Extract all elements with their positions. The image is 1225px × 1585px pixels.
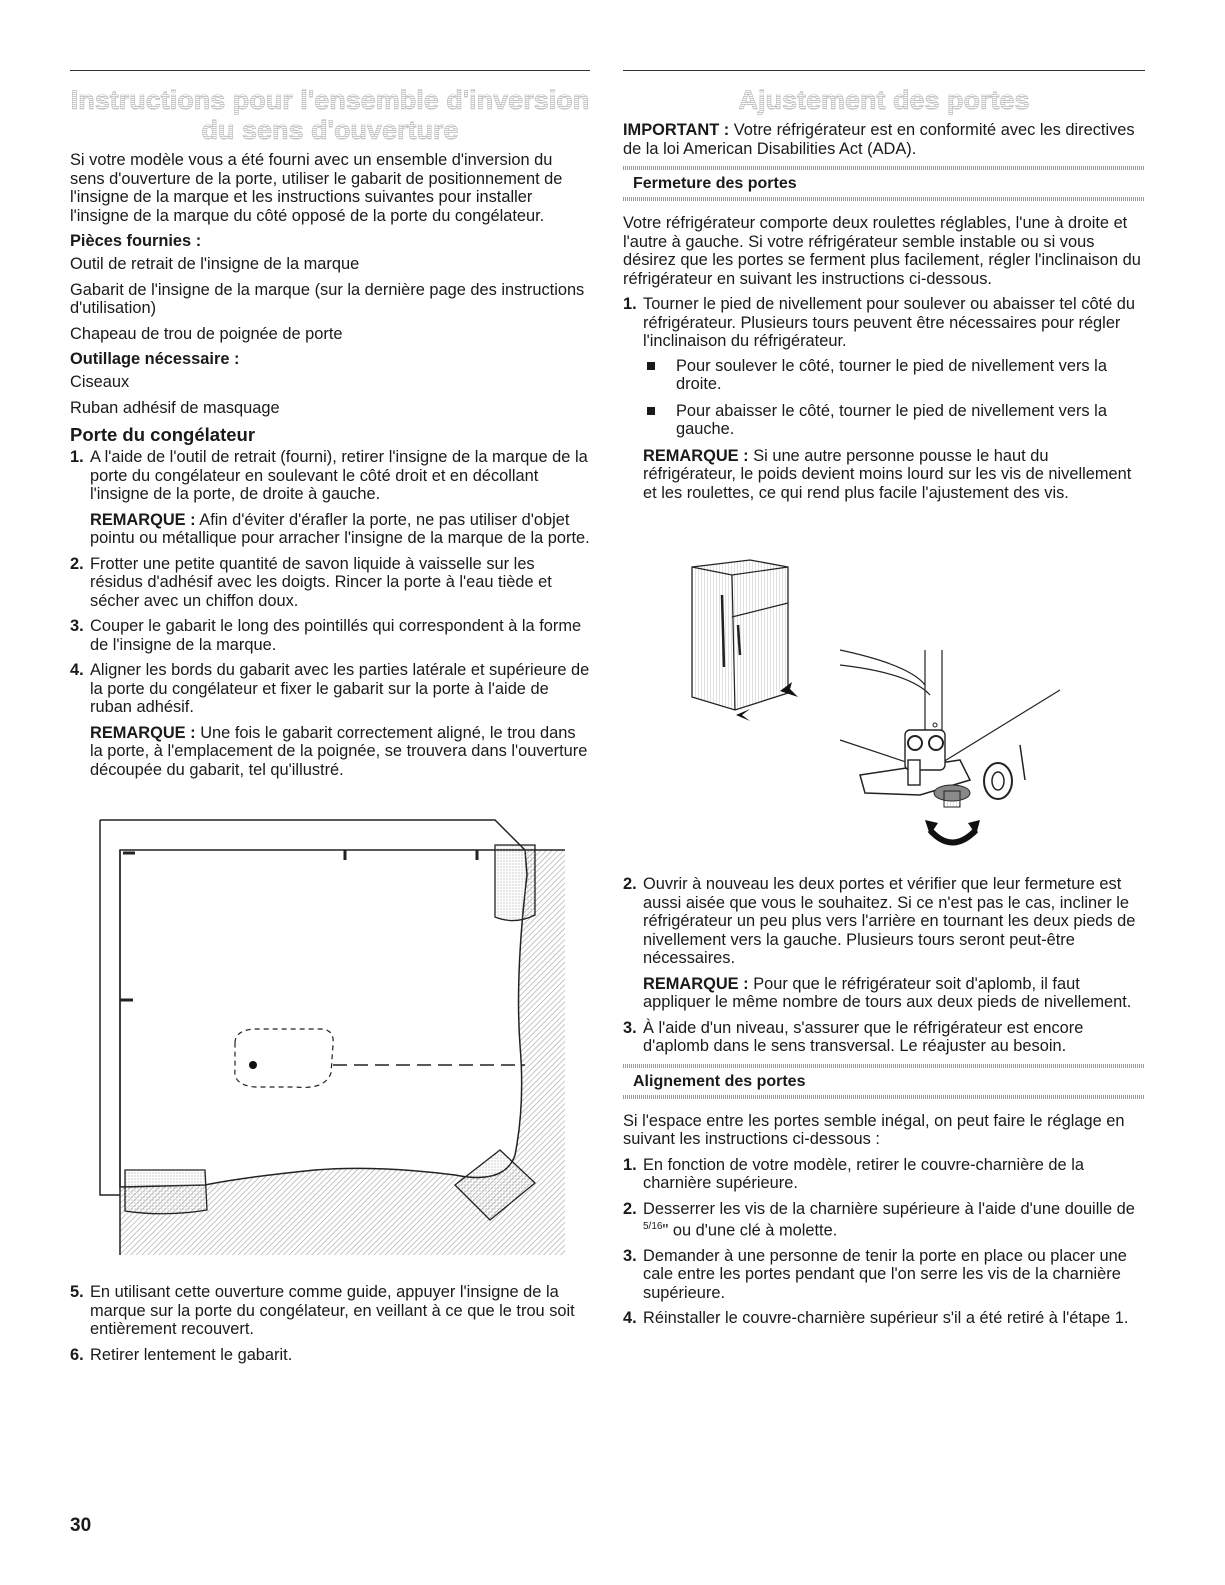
step-number: 2. xyxy=(623,1199,637,1218)
heading-band xyxy=(623,166,1145,170)
important-paragraph xyxy=(623,121,1145,158)
left-column xyxy=(70,70,590,786)
step-item xyxy=(623,1309,1145,1328)
step-text: Réinstaller le couvre-charnière supérieur s'il a été retiré à l'étape 1. xyxy=(643,1309,1129,1328)
step-note xyxy=(643,447,1145,503)
leveling-leg-illustration xyxy=(680,555,1080,865)
heading-band xyxy=(623,1095,1145,1099)
step-text: Aligner les bords du gabarit avec les parties latérale et supérieure de la porte du congélateur et fixer le gabarit sur la porte à l'aide de ruban adhésif. xyxy=(90,661,590,716)
tools-heading: Outillage nécessaire : xyxy=(70,350,240,368)
note-label: REMARQUE : xyxy=(90,723,196,742)
step-text: A l'aide de l'outil de retrait (fourni), retirer l'insigne de la marque de la porte du congélateur en soulevant le côté droit et en décollant l'insigne de la porte, de droite à gauche. xyxy=(90,448,588,503)
intro-paragraph: Si votre modèle vous a été fourni avec un ensemble d'inversion du sens d'ouverture de la porte, utiliser le gabarit de positionnement de l'insigne de la marque et les instructions suivantes pour installer l'insigne de la marque du côté opposé de la porte du congélateur. xyxy=(70,151,563,225)
section-title-adjustment: Ajustement des portes xyxy=(623,85,1145,115)
step-text: Demander à une personne de tenir la porte en place ou placer une cale entre les portes pendant que l'on serre les vis de la charnière supérieure. xyxy=(643,1246,1127,1302)
step-item xyxy=(623,1200,1145,1240)
step-number: 1. xyxy=(70,448,84,466)
bullet-text: Pour abaisser le côté, tourner le pied de nivellement vers la gauche. xyxy=(676,401,1107,438)
note-label: REMARQUE : xyxy=(90,510,196,529)
steps-list xyxy=(623,295,1145,502)
step-text: Couper le gabarit le long des pointillés qui correspondent à la forme de l'insigne de la marque. xyxy=(90,617,582,654)
step-number: 2. xyxy=(623,875,637,893)
section-title-reversal: Instructions pour l'ensemble d'inversion du sens d'ouverture xyxy=(70,85,590,145)
heading-band xyxy=(623,1064,1145,1068)
step-text: Frotter une petite quantité de savon liquide à vaisselle sur les résidus d'adhésif avec les doigts. Rincer la porte à l'eau tiède et sécher avec un chiffon doux. xyxy=(90,554,552,610)
bullet-square-icon xyxy=(647,407,655,415)
bullet-square-icon xyxy=(647,362,655,370)
note-text: Si une autre personne pousse le haut du réfrigérateur, le poids devient moins lourd sur les vis de nivellement et les roulettes, ce qui rend plus facile l'ajustement des vis. xyxy=(643,446,1132,502)
closing-intro: Votre réfrigérateur comporte deux roulettes réglables, l'une à droite et l'autre à gauche. Si votre réfrigérateur semble instable ou si vous désirez que les portes se ferment plus facilement, régler l'inclinaison du réfrigérateur en suivant les instructions ci-dessous. xyxy=(623,214,1141,288)
right-lower xyxy=(623,875,1145,1335)
align-heading: Alignement des portes xyxy=(633,1072,806,1090)
part-item: Gabarit de l'insigne de la marque (sur la dernière page des instructions d'utilisation) xyxy=(70,280,585,317)
note-text: Afin d'éviter d'érafler la porte, ne pas utiliser d'objet pointu ou métallique pour arracher l'insigne de la marque de la porte. xyxy=(90,510,590,547)
step-number: 4. xyxy=(70,661,84,679)
step-number: 3. xyxy=(70,617,84,635)
step-text: Desserrer les vis de la charnière supérieure à l'aide d'une douille de xyxy=(643,1199,1135,1218)
step-item xyxy=(70,1283,590,1339)
note-text: Une fois le gabarit correctement aligné, le trou dans la porte, à l'emplacement de la poignée, se trouvera dans l'ouverture découpée du gabarit, tel qu'illustré. xyxy=(90,723,588,779)
steps-list xyxy=(70,1283,590,1364)
step-text: En utilisant cette ouverture comme guide, appuyer l'insigne de la marque sur la porte du congélateur, en veillant à ce que le trou soit entièrement recouvert. xyxy=(90,1283,575,1338)
badge-template-illustration xyxy=(95,815,575,1275)
step-text: En fonction de votre modèle, retirer le couvre-charnière de la charnière supérieure. xyxy=(643,1155,1084,1192)
bullet-list xyxy=(643,357,1145,439)
step-text: " ou d'une clé à molette. xyxy=(662,1221,838,1240)
step-number: 4. xyxy=(623,1309,637,1328)
step-item xyxy=(623,1156,1145,1193)
step-note xyxy=(90,511,590,548)
bullet-item xyxy=(643,402,1145,439)
steps-list xyxy=(70,448,590,779)
note-text: Pour que le réfrigérateur soit d'aplomb, il faut appliquer le même nombre de tours aux deux pieds de nivellement. xyxy=(643,974,1132,1011)
important-label: IMPORTANT : xyxy=(623,121,730,139)
step-number: 3. xyxy=(623,1246,637,1265)
bullet-text: Pour soulever le côté, tourner le pied de nivellement vers la droite. xyxy=(676,356,1107,393)
step-number: 3. xyxy=(623,1018,637,1037)
step-item xyxy=(623,1247,1145,1303)
part-item: Outil de retrait de l'insigne de la marque xyxy=(70,255,360,273)
step-number: 1. xyxy=(623,1155,637,1174)
align-intro: Si l'espace entre les portes semble inégal, on peut faire le réglage en suivant les instructions ci-dessous : xyxy=(623,1111,1125,1148)
step-item xyxy=(70,555,590,611)
step-item xyxy=(70,448,590,548)
top-rule xyxy=(70,70,590,71)
note-label: REMARQUE : xyxy=(643,974,749,993)
step-item xyxy=(623,295,1145,502)
step-item xyxy=(623,875,1145,1012)
steps-list xyxy=(623,875,1145,1056)
step-text: À l'aide d'un niveau, s'assurer que le réfrigérateur est encore d'aplomb dans le sens transversal. Le réajuster au besoin. xyxy=(643,1018,1084,1055)
step-note xyxy=(90,724,590,780)
step-number: 1. xyxy=(623,295,637,313)
step-text: Tourner le pied de nivellement pour soulever ou abaisser tel côté du réfrigérateur. Plusieurs tours peuvent être nécessaires pour régler l'inclinaison du réfrigérateur. xyxy=(643,295,1136,350)
step-item xyxy=(70,617,590,654)
note-label: REMARQUE : xyxy=(643,446,749,465)
step-number: 2. xyxy=(70,554,84,573)
right-column xyxy=(623,70,1145,509)
fraction: 5/16 xyxy=(643,1221,663,1232)
step-text: Ouvrir à nouveau les deux portes et vérifier que leur fermeture est aussi aisée que vous le souhaitez. Si ce n'est pas le cas, incliner le réfrigérateur un peu plus vers l'arrière en tournant les deux pieds de nivellement vers la gauche. Plusieurs tours seront peut-être nécessaires. xyxy=(643,875,1136,967)
step-number: 5. xyxy=(70,1283,84,1301)
step-item xyxy=(623,1019,1145,1056)
tool-item: Ruban adhésif de masquage xyxy=(70,398,280,417)
left-steps-after xyxy=(70,1283,590,1371)
step-number: 6. xyxy=(70,1345,84,1364)
closing-heading: Fermeture des portes xyxy=(633,175,797,192)
top-rule xyxy=(623,70,1145,71)
tool-item: Ciseaux xyxy=(70,373,130,391)
step-item xyxy=(70,1346,590,1365)
steps-list xyxy=(623,1156,1145,1328)
parts-heading: Pièces fournies : xyxy=(70,232,202,250)
important-text: Votre réfrigérateur est en conformité avec les directives de la loi American Disabilities Act (ADA). xyxy=(623,121,1135,158)
step-text: Retirer lentement le gabarit. xyxy=(90,1345,293,1364)
heading-band xyxy=(623,197,1145,201)
step-note xyxy=(643,975,1145,1012)
page-number: 30 xyxy=(70,1515,92,1536)
part-item: Chapeau de trou de poignée de porte xyxy=(70,324,343,343)
bullet-item xyxy=(643,357,1145,394)
door-heading: Porte du congélateur xyxy=(70,424,256,445)
step-item xyxy=(70,661,590,779)
